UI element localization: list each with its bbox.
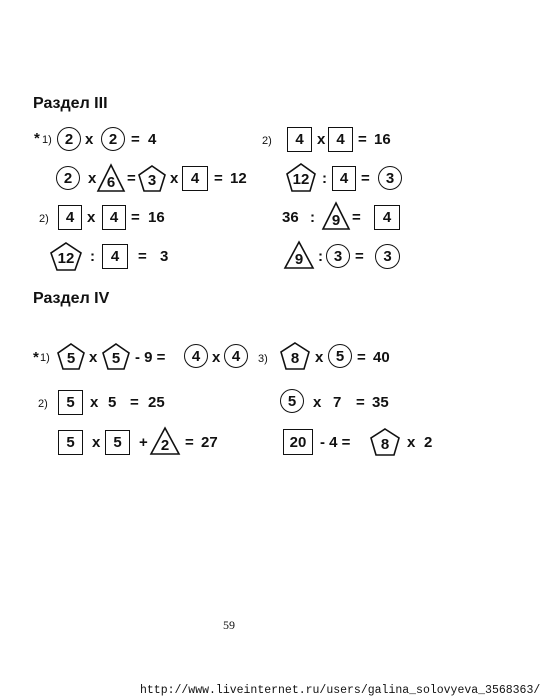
equals-sign: = (361, 170, 370, 187)
circle-number: 5 (335, 347, 345, 365)
multiply-sign: x (407, 434, 416, 451)
box-number: 4 (336, 131, 345, 148)
exercise-label: 1) (40, 352, 50, 364)
box-number: 4 (109, 209, 119, 226)
result-value: 16 (148, 209, 165, 226)
square-box (105, 430, 130, 455)
square-box (58, 205, 82, 230)
pentagon-number: 12 (57, 250, 75, 267)
equals-sign: = (355, 248, 364, 265)
section-iv-title: Раздел IV (33, 290, 110, 307)
circle-shape (184, 344, 208, 368)
triangle-shape (97, 164, 125, 192)
circle-shape (328, 344, 352, 368)
divide-sign: : (318, 248, 323, 265)
equals-sign: = (138, 248, 147, 265)
triangle-shape (150, 427, 180, 455)
exercise-label: 2) (39, 213, 49, 225)
exercise-label: 1) (42, 134, 52, 146)
box-number: 5 (66, 394, 75, 411)
page-number: 59 (223, 618, 235, 632)
result-value: 3 (160, 248, 169, 265)
circle-shape (57, 127, 81, 151)
divide-sign: : (322, 170, 327, 187)
pentagon-number: 5 (111, 350, 121, 367)
multiply-sign: x (92, 434, 101, 451)
triangle-number: 9 (294, 250, 304, 268)
minus-equation: - 9 = (135, 349, 166, 366)
star-mark: * (34, 130, 40, 147)
number-value: 7 (333, 394, 342, 411)
multiply-sign: x (170, 170, 179, 187)
square-box (102, 244, 128, 269)
circle-number: 4 (231, 347, 241, 365)
circle-number: 2 (63, 169, 73, 187)
result-value: 16 (374, 131, 391, 148)
pentagon-number: 8 (290, 349, 300, 367)
box-number: 4 (190, 170, 200, 187)
divide-sign: : (310, 209, 315, 226)
box-number: 4 (295, 131, 304, 148)
divide-sign: : (90, 248, 95, 265)
box-number: 5 (113, 434, 122, 451)
multiply-sign: x (90, 394, 99, 411)
circle-number: 5 (287, 392, 297, 410)
plus-sign: + (139, 434, 148, 451)
circle-shape (375, 244, 400, 269)
result-value: 25 (148, 394, 165, 411)
multiply-sign: x (85, 131, 94, 148)
minus-equation: - 4 = (320, 434, 351, 451)
multiply-sign: x (212, 349, 221, 366)
pentagon-shape (57, 343, 85, 370)
circle-number: 2 (64, 130, 74, 148)
box-number: 4 (382, 209, 392, 226)
exercise-label: 2) (38, 398, 48, 410)
source-url: http://www.liveinternet.ru/users/galina_solovyeva_3568363/ (140, 684, 540, 697)
square-box (102, 205, 126, 230)
number-value: 5 (108, 394, 117, 411)
triangle-shape (322, 202, 350, 230)
triangle-number: 6 (106, 173, 116, 191)
triangle-shape (284, 241, 314, 269)
triangle-number: 9 (331, 211, 341, 229)
result-value: 35 (372, 394, 389, 411)
multiply-sign: x (315, 349, 324, 366)
equals-sign: = (357, 349, 366, 366)
result-value: 4 (148, 131, 157, 148)
square-box (332, 166, 356, 191)
section-iii-title: Раздел III (33, 95, 108, 112)
pentagon-shape (138, 165, 166, 192)
pentagon-shape (280, 342, 310, 370)
multiply-sign: x (88, 170, 97, 187)
multiply-sign: x (89, 349, 98, 366)
result-value: 27 (201, 434, 218, 451)
box-number: 4 (110, 248, 120, 265)
circle-shape (56, 166, 80, 190)
circle-shape (378, 166, 402, 190)
pentagon-shape (370, 428, 400, 456)
pentagon-number: 5 (66, 350, 76, 367)
pentagon-number: 12 (292, 171, 310, 188)
pentagon-number: 8 (380, 435, 390, 453)
pentagon-shape (102, 343, 130, 370)
equals-sign: = (127, 170, 136, 187)
square-box (328, 127, 353, 152)
number-value: 2 (424, 434, 433, 451)
square-box (58, 390, 83, 415)
pentagon-number: 3 (147, 172, 157, 189)
multiply-sign: x (313, 394, 322, 411)
box-number: 4 (339, 170, 349, 187)
box-number: 20 (289, 433, 307, 451)
pentagon-shape (286, 163, 316, 192)
exercise-label: 3) (258, 353, 268, 365)
result-value: 12 (230, 170, 247, 187)
circle-number: 2 (108, 130, 118, 148)
circle-number: 4 (191, 347, 201, 365)
equals-sign: = (131, 209, 140, 226)
multiply-sign: x (317, 131, 326, 148)
equals-sign: = (131, 131, 140, 148)
circle-number: 3 (333, 247, 343, 265)
equals-sign: = (214, 170, 223, 187)
pentagon-shape (50, 242, 82, 271)
circle-shape (326, 244, 350, 268)
star-mark: * (33, 349, 39, 366)
exercise-label: 2) (262, 135, 272, 147)
equals-sign: = (356, 394, 365, 411)
multiply-sign: x (87, 209, 96, 226)
square-box (283, 429, 313, 455)
circle-shape (280, 389, 304, 413)
box-number: 5 (66, 434, 75, 451)
circle-number: 3 (383, 248, 392, 265)
number-value: 36 (282, 209, 299, 226)
square-box (374, 205, 400, 230)
square-box (58, 430, 83, 455)
equals-sign: = (352, 209, 361, 226)
circle-number: 3 (385, 169, 395, 187)
circle-shape (101, 127, 125, 151)
equals-sign: = (130, 394, 139, 411)
triangle-number: 2 (160, 436, 170, 454)
equals-sign: = (185, 434, 194, 451)
circle-shape (224, 344, 248, 368)
box-number: 4 (65, 209, 75, 226)
square-box (287, 127, 312, 152)
equals-sign: = (358, 131, 367, 148)
square-box (182, 166, 208, 191)
result-value: 40 (373, 349, 390, 366)
